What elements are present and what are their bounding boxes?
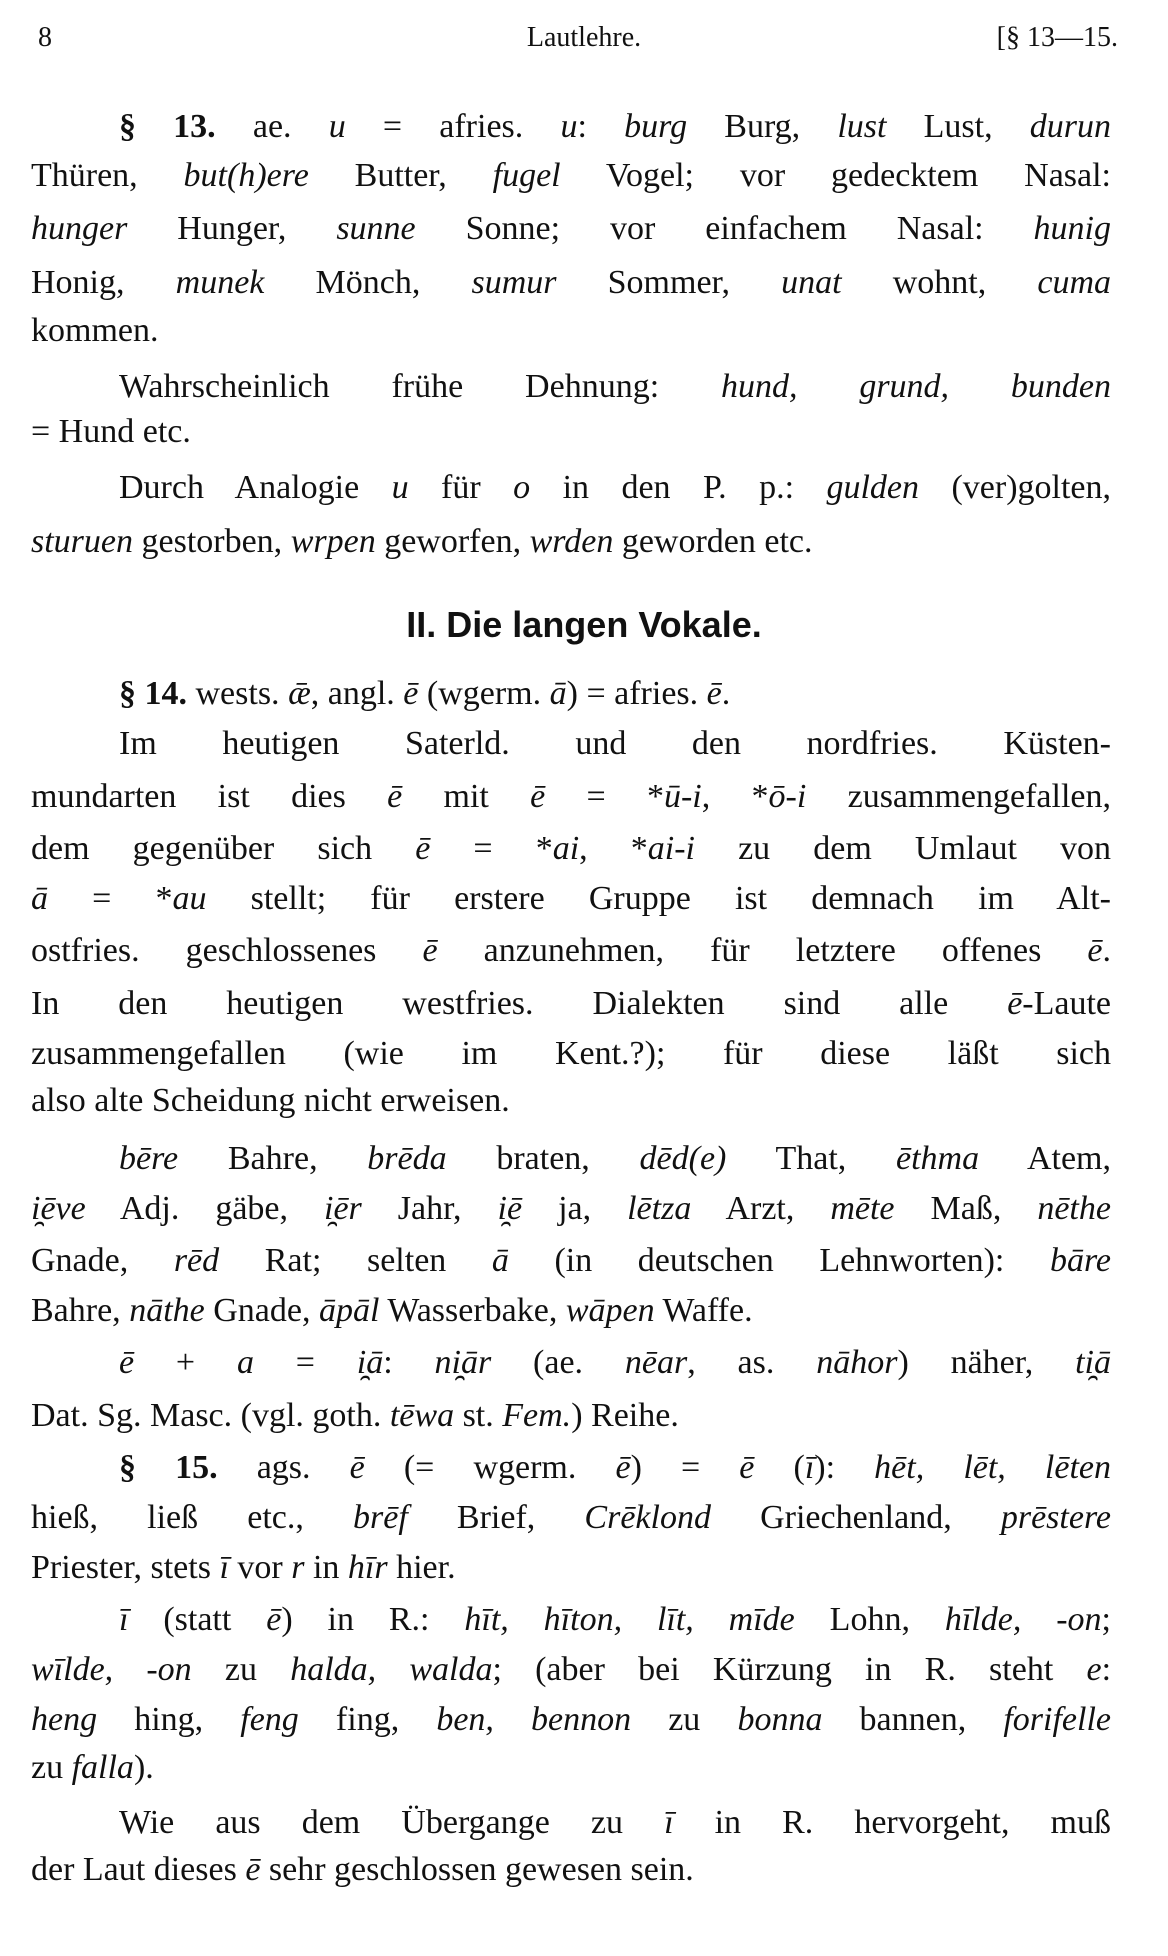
text-run: , *	[579, 830, 648, 868]
italic-word: ǣ	[288, 675, 311, 713]
section-range: [§ 13—15.	[996, 22, 1118, 53]
text-run: (= wgerm.	[364, 1449, 616, 1487]
text-run: (	[754, 1449, 805, 1487]
text-line	[31, 722, 1111, 766]
text-run: Wie aus dem Übergange zu	[119, 1803, 665, 1841]
italic-word: ē	[615, 1449, 631, 1487]
text-run: bannen,	[822, 1701, 1004, 1739]
text-run: (in deutschen Lehnworten):	[508, 1241, 1050, 1279]
italic-word: hēt, lēt, lēten	[874, 1449, 1111, 1487]
text-run: Hunger,	[127, 209, 337, 247]
text-run: Lohn,	[794, 1601, 945, 1639]
text-run: braten,	[446, 1139, 640, 1177]
italic-word: Crēklond	[584, 1499, 711, 1537]
text-line	[31, 1341, 1111, 1385]
italic-word: rēd	[173, 1241, 220, 1279]
italic-word: lust	[837, 107, 887, 145]
italic-word: ā	[31, 880, 48, 918]
italic-word: munek	[175, 263, 265, 301]
italic-word: ē	[1087, 932, 1103, 970]
text-line	[31, 1598, 1111, 1642]
italic-word: hīt, hīton, līt, mīde	[464, 1601, 795, 1639]
text-run: (ae.	[491, 1344, 625, 1382]
text-run: zu	[631, 1701, 738, 1739]
text-run: hing,	[97, 1701, 241, 1739]
text-run: .	[721, 675, 731, 713]
text-run: vor	[228, 1548, 292, 1586]
text-run: , *	[701, 777, 769, 815]
text-run: -Laute	[1022, 984, 1111, 1022]
italic-word: ū-i	[663, 777, 702, 815]
italic-word: wrden	[529, 523, 614, 561]
text-run: kommen.	[31, 312, 159, 350]
text-run: Maß,	[894, 1189, 1038, 1227]
text-run: zusammengefallen (wie im Kent.?); für diese läßt sich	[31, 1034, 1111, 1072]
text-run: dem gegenüber sich	[31, 830, 416, 868]
text-run: stellt; für erstere Gruppe ist demnach im Alt-	[206, 880, 1111, 918]
text-run: Bahre,	[178, 1139, 368, 1177]
text-run: geworfen,	[375, 523, 530, 561]
text-line	[31, 365, 1111, 409]
italic-word: ī	[219, 1548, 229, 1586]
italic-word: u	[328, 107, 346, 145]
text-run: geworden etc.	[613, 523, 813, 561]
italic-word: hīr	[347, 1548, 388, 1586]
text-run: ja,	[522, 1189, 628, 1227]
italic-word: ē	[119, 1344, 135, 1382]
italic-word: a	[236, 1344, 254, 1382]
text-run: Vogel; vor gedecktem Nasal:	[560, 157, 1111, 195]
italic-word: gulden	[826, 469, 920, 507]
text-run: , angl.	[310, 675, 404, 713]
italic-word: ē	[403, 675, 419, 713]
text-run: (ver)golten,	[919, 469, 1111, 507]
section-number: § 14.	[119, 675, 187, 713]
text-run: ) =	[630, 1449, 740, 1487]
text-run: Durch Analogie	[119, 469, 392, 507]
italic-word: mēte	[830, 1189, 895, 1227]
text-run: zu dem Umlaut von	[694, 830, 1112, 868]
text-run: ):	[814, 1449, 875, 1487]
italic-word: heng	[31, 1701, 98, 1739]
text-run: sehr geschlossen gewesen sein.	[260, 1851, 694, 1888]
text-run: Wasserbake,	[379, 1291, 566, 1329]
italic-word: hunig	[1033, 209, 1111, 247]
text-run: :	[577, 107, 625, 145]
italic-word: ē	[530, 777, 546, 815]
text-run: für	[408, 469, 514, 507]
text-run: in R. hervorgeht, muß	[673, 1803, 1111, 1841]
text-run: ) näher,	[897, 1344, 1076, 1382]
italic-word: ē	[422, 932, 438, 970]
text-run: ; (aber bei Kürzung in R. steht	[492, 1651, 1087, 1689]
text-run: ) = afries.	[566, 675, 707, 713]
italic-word: sturuen	[31, 523, 133, 561]
italic-word: prēstere	[1000, 1499, 1112, 1537]
text-run: ) Reihe.	[571, 1396, 679, 1434]
italic-word: āpāl	[318, 1291, 380, 1329]
text-run: also alte Scheidung nicht erweisen.	[31, 1082, 510, 1120]
text-line	[31, 982, 1111, 1026]
running-title: Lautlehre.	[526, 22, 642, 53]
italic-word: i̯ē	[497, 1189, 523, 1227]
italic-word: ai-i	[647, 830, 695, 868]
italic-word: e	[1086, 1651, 1102, 1689]
text-run: In den heutigen westfries. Dialekten sind alle	[31, 984, 1008, 1022]
text-line	[31, 1032, 1111, 1076]
italic-word: ē	[387, 777, 403, 815]
italic-word: brēda	[367, 1139, 447, 1177]
text-line	[31, 1496, 1111, 1540]
italic-word: ī	[804, 1449, 815, 1487]
text-run: (wgerm.	[418, 675, 550, 713]
italic-word: i̯ēr	[324, 1189, 362, 1227]
text-run: :	[1101, 1651, 1112, 1689]
italic-word: cuma	[1037, 263, 1112, 301]
text-run: mit	[402, 777, 531, 815]
text-run: wests.	[187, 675, 289, 713]
italic-word: nēthe	[1037, 1189, 1111, 1227]
italic-word: durun	[1029, 107, 1112, 145]
text-run: zu	[31, 1748, 72, 1786]
text-run: Dat. Sg. Masc. (vgl. goth.	[31, 1396, 390, 1434]
italic-word: r	[291, 1548, 305, 1586]
text-line	[31, 1289, 1111, 1333]
italic-word: wrpen	[290, 523, 376, 561]
italic-word: sumur	[471, 263, 557, 301]
italic-word: tēwa	[389, 1396, 455, 1434]
italic-word: u	[560, 107, 578, 145]
text-run: +	[134, 1344, 237, 1382]
italic-word: ē	[706, 675, 722, 713]
text-line	[31, 877, 1111, 921]
text-run: in	[304, 1548, 348, 1586]
italic-word: falla	[71, 1748, 134, 1786]
italic-word: ai	[552, 830, 580, 868]
text-run: That,	[726, 1139, 897, 1177]
italic-word: i̯ā	[356, 1344, 384, 1382]
text-line	[31, 466, 1111, 510]
text-run: Jahr,	[361, 1189, 498, 1227]
italic-word: burg	[624, 107, 688, 145]
text-run: Sonne; vor einfachem Nasal:	[415, 209, 1034, 247]
text-line	[31, 154, 1111, 198]
text-run: , as.	[687, 1344, 817, 1382]
italic-word: ben, bennon	[436, 1701, 632, 1739]
italic-word: dēd(e)	[639, 1139, 727, 1177]
text-run: gestorben,	[133, 523, 291, 561]
text-line	[31, 775, 1111, 819]
text-run: Sommer,	[556, 263, 782, 301]
text-run: = *	[48, 880, 173, 918]
italic-word: o	[513, 469, 531, 507]
text-run: ) in R.:	[281, 1601, 465, 1639]
text-run: Gnade,	[204, 1291, 319, 1329]
italic-word: but(h)ere	[183, 157, 309, 195]
text-run: ).	[133, 1748, 154, 1786]
text-run: Thüren,	[31, 157, 184, 195]
italic-word: unat	[781, 263, 842, 301]
text-run: Mönch,	[264, 263, 472, 301]
italic-word: hīlde, -on	[944, 1601, 1102, 1639]
text-line	[31, 1746, 1111, 1790]
text-run: (statt	[128, 1601, 267, 1639]
text-run: Griechenland,	[710, 1499, 1001, 1537]
section-heading: II. Die langen Vokale.	[406, 603, 762, 645]
italic-word: ā	[491, 1241, 509, 1279]
text-line	[31, 261, 1111, 305]
text-line	[31, 105, 1111, 149]
text-line	[31, 1079, 1111, 1123]
text-run: Waffe.	[654, 1291, 753, 1329]
text-run: st.	[454, 1396, 503, 1434]
text-run: ;	[1101, 1601, 1111, 1639]
italic-word: wīlde, -on	[31, 1651, 192, 1689]
text-run: .	[1102, 932, 1112, 970]
italic-word: brēf	[353, 1499, 408, 1537]
text-run: Burg,	[687, 107, 838, 145]
text-line	[31, 1546, 1111, 1590]
text-line	[31, 929, 1111, 973]
text-run: wohnt,	[841, 263, 1038, 301]
text-line	[31, 410, 1111, 454]
italic-word: ē	[245, 1851, 261, 1888]
text-line	[31, 827, 1111, 871]
italic-word: sunne	[336, 209, 416, 247]
italic-word: hund, grund, bunden	[720, 368, 1111, 406]
italic-word: ti̯ā	[1075, 1344, 1111, 1382]
text-run: zusammengefallen,	[806, 777, 1111, 815]
italic-word: nāhor	[816, 1344, 898, 1382]
text-run: Gnade,	[31, 1241, 174, 1279]
italic-word: fugel	[492, 157, 561, 195]
text-line	[31, 1648, 1111, 1692]
section-number: § 15.	[119, 1449, 218, 1487]
text-line	[31, 520, 1111, 564]
text-line	[31, 1446, 1111, 1490]
italic-word: ēthma	[896, 1139, 980, 1177]
italic-word: bēre	[119, 1139, 179, 1177]
text-run: Rat; selten	[219, 1241, 492, 1279]
italic-word: wāpen	[565, 1291, 655, 1329]
text-run: :	[383, 1344, 435, 1382]
text-run: Butter,	[308, 157, 493, 195]
section-number: § 13.	[119, 107, 216, 145]
text-line	[31, 309, 1111, 353]
page-number: 8	[38, 22, 52, 53]
text-run: zu	[191, 1651, 291, 1689]
text-run: hieß, ließ etc.,	[31, 1499, 354, 1537]
text-run: Honig,	[31, 263, 176, 301]
text-run: ostfries. geschlossenes	[31, 932, 423, 970]
text-run: in den P. p.:	[530, 469, 827, 507]
italic-word: ī	[664, 1803, 674, 1841]
text-line	[31, 1848, 1111, 1892]
italic-word: ē	[739, 1449, 755, 1487]
italic-word: ō-i	[768, 777, 807, 815]
text-run: ags.	[217, 1449, 350, 1487]
text-run: mundarten ist dies	[31, 777, 388, 815]
italic-word: nāthe	[129, 1291, 205, 1329]
text-line	[31, 1239, 1111, 1283]
italic-word: bonna	[737, 1701, 823, 1739]
text-line	[31, 207, 1111, 251]
text-run: = *	[545, 777, 664, 815]
text-run: Adj. gäbe,	[85, 1189, 324, 1227]
italic-word: Fem.	[502, 1396, 572, 1434]
italic-word: forifelle	[1003, 1701, 1111, 1739]
text-run: der Laut dieses	[31, 1851, 246, 1888]
italic-word: halda, walda	[290, 1651, 493, 1689]
text-run: Bahre,	[31, 1291, 130, 1329]
text-run: Lust,	[886, 107, 1030, 145]
italic-word: ē	[349, 1449, 365, 1487]
text-line	[31, 672, 1111, 716]
text-run: = *	[430, 830, 553, 868]
text-run: hier.	[387, 1548, 456, 1586]
italic-word: ā	[549, 675, 567, 713]
italic-word: i̯ēve	[31, 1189, 86, 1227]
text-run: Atem,	[979, 1139, 1111, 1177]
text-run: = afries.	[345, 107, 561, 145]
text-run: ae.	[215, 107, 329, 145]
text-line	[31, 1137, 1111, 1181]
text-run: Im heutigen Saterld. und den nordfries. Küsten-	[119, 725, 1111, 763]
italic-word: au	[172, 880, 207, 918]
text-run: Priester, stets	[31, 1548, 220, 1586]
text-run: Arzt,	[691, 1189, 831, 1227]
italic-word: hunger	[31, 209, 128, 247]
text-run: = Hund etc.	[31, 413, 191, 451]
italic-word: ni̯ār	[434, 1344, 492, 1382]
italic-word: lētza	[627, 1189, 692, 1227]
text-run: Brief,	[407, 1499, 585, 1537]
italic-word: ē	[1007, 984, 1023, 1022]
text-run: =	[253, 1344, 357, 1382]
text-run: fing,	[298, 1701, 437, 1739]
text-line	[31, 1187, 1111, 1231]
text-line	[31, 1801, 1111, 1845]
italic-word: ē	[266, 1601, 282, 1639]
italic-word: ī	[119, 1601, 129, 1639]
italic-word: bāre	[1049, 1241, 1111, 1279]
text-run: anzunehmen, für letztere offenes	[437, 932, 1088, 970]
italic-word: nēar	[624, 1344, 688, 1382]
italic-word: ē	[415, 830, 431, 868]
italic-word: feng	[240, 1701, 299, 1739]
italic-word: u	[391, 469, 409, 507]
text-run: Wahrscheinlich frühe Dehnung:	[119, 368, 721, 406]
text-line	[31, 1394, 1111, 1438]
text-line	[31, 1698, 1111, 1742]
